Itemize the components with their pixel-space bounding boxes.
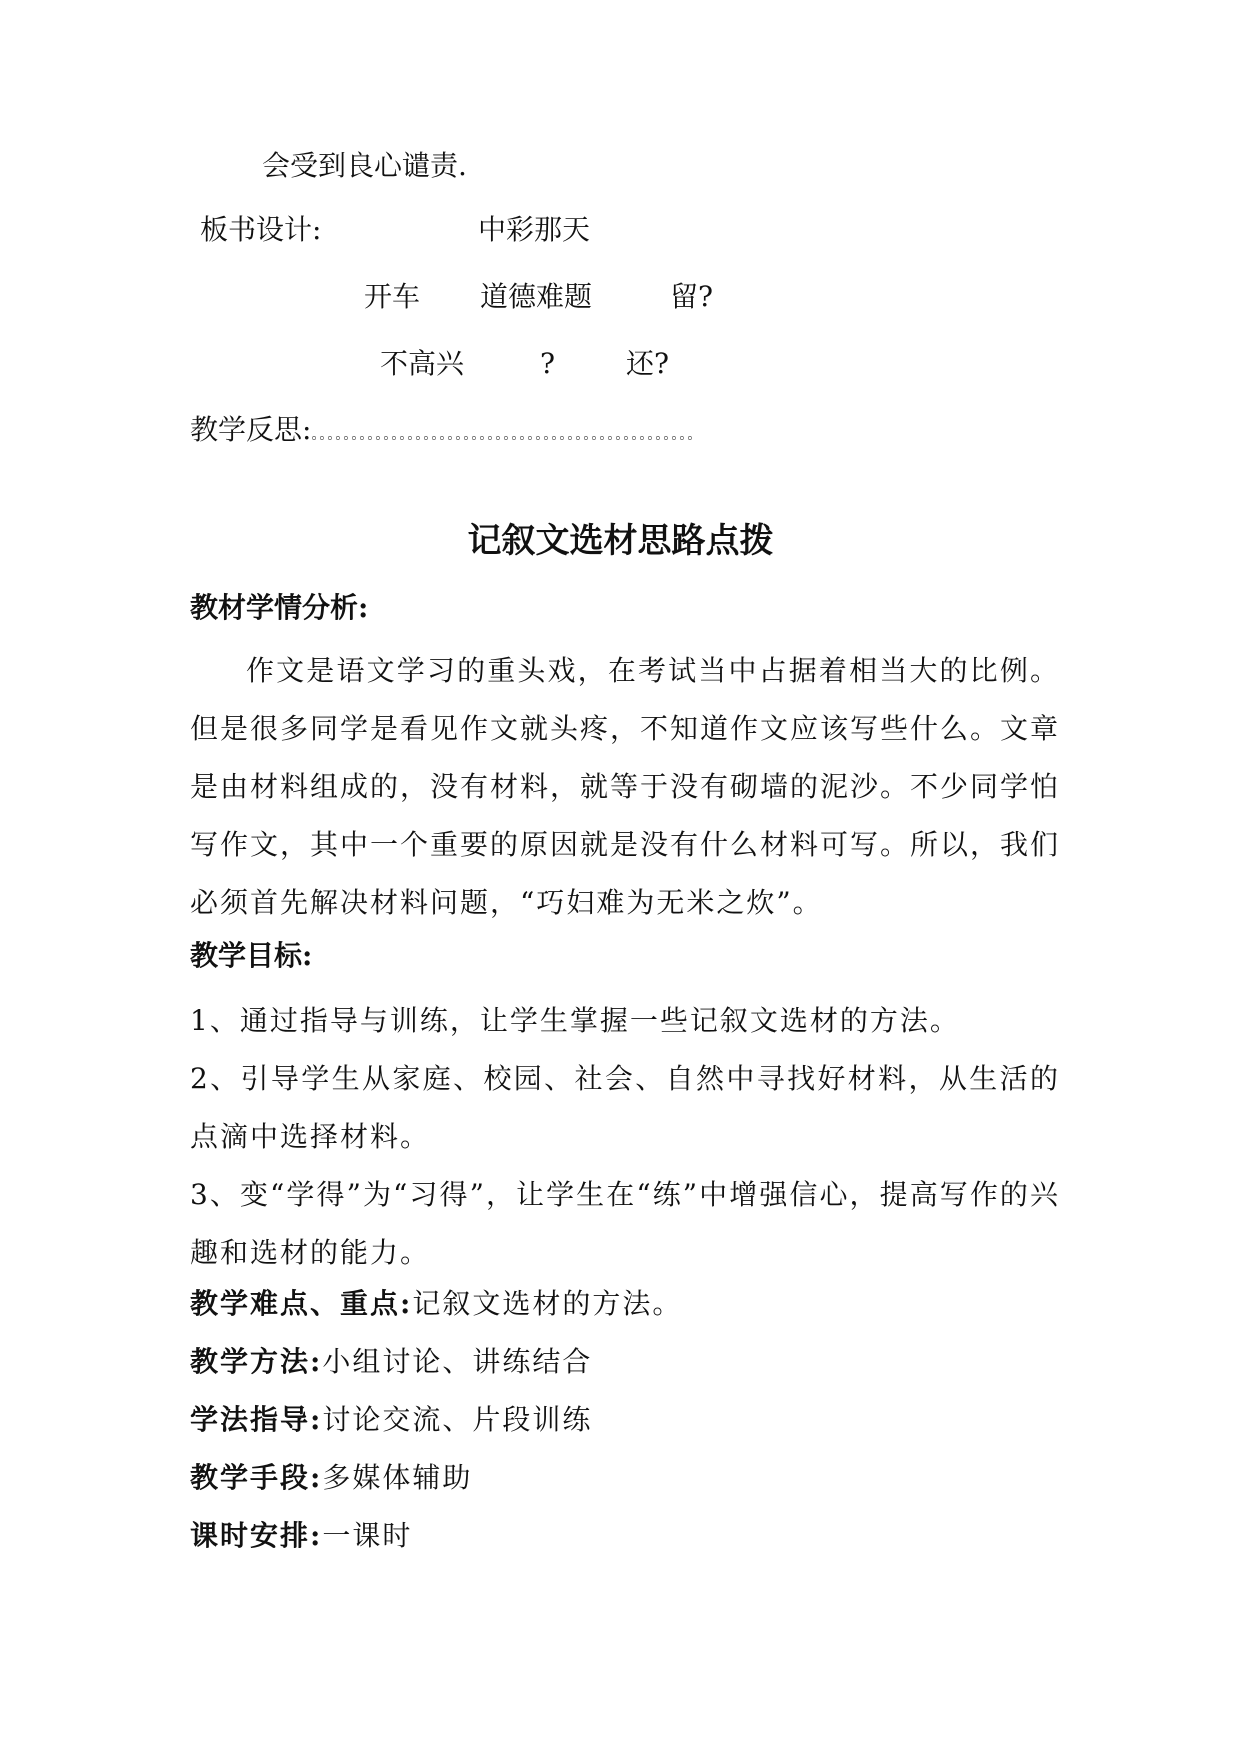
goals-heading: 教学目标: [190,939,313,972]
board-row1-item2: 道德难题 [480,280,593,313]
field-label: 教学方法: [190,1345,323,1378]
board-design-title: 中彩那天 [478,213,591,246]
field-value: 记叙文选材的方法。 [412,1287,683,1320]
teaching-reflection [190,413,703,446]
field-label: 学法指导: [190,1403,323,1436]
field-label: 教学难点、重点: [190,1287,413,1320]
field-teaching-means [190,1461,473,1494]
field-value: 一课时 [322,1519,413,1552]
text-line-conscience: 会受到良心谴责. [262,149,467,182]
board-row2-item2: ? [540,347,556,380]
field-method [190,1345,593,1378]
analysis-paragraph: 作文是语文学习的重头戏，在考试当中占据着相当大的比例。但是很多同学是看见作文就头疼，不知道作文应该写些什么。文章是由材料组成的，没有材料，就等于没有砌墙的泥沙。不少同学怕写作文，其中一个重要的原因就是没有什么材料可写。所以，我们必须首先解决材料问题，“巧妇难为无米之炊”。 [190,654,1061,919]
analysis-heading: 教材学情分析: [190,591,369,624]
field-learning-guide [190,1403,593,1436]
field-value: 小组讨论、讲练结合 [322,1345,593,1378]
field-key-points [190,1287,683,1320]
reflection-dots: 。。。。。。。。。。。。。。。。。。。。。。。。。。。。。。。。。。。。。。。。。。。。。。。。 [311,427,703,443]
board-row2-item3: 还? [626,347,670,380]
goal-item-3: 3、变“学得”为“习得”，让学生在“练”中增强信心，提高写作的兴趣和选材的能力。 [190,1178,1060,1269]
board-row1-item3: 留? [670,280,714,313]
field-value: 多媒体辅助 [322,1461,473,1494]
goal-item-2: 2、引导学生从家庭、校园、社会、自然中寻找好材料，从生活的点滴中选择材料。 [190,1062,1060,1153]
board-row1-item1: 开车 [364,280,421,313]
page-title: 记叙文选材思路点拨 [467,521,774,561]
board-design-label: 板书设计: [200,213,322,246]
field-label: 教学手段: [190,1461,323,1494]
field-label: 课时安排: [190,1519,323,1552]
field-value: 讨论交流、片段训练 [322,1403,593,1436]
field-schedule [190,1519,413,1552]
goal-item-1: 1、通过指导与训练，让学生掌握一些记叙文选材的方法。 [190,1004,960,1037]
board-row2-item1: 不高兴 [380,347,465,380]
reflection-label: 教学反思: [190,413,312,446]
